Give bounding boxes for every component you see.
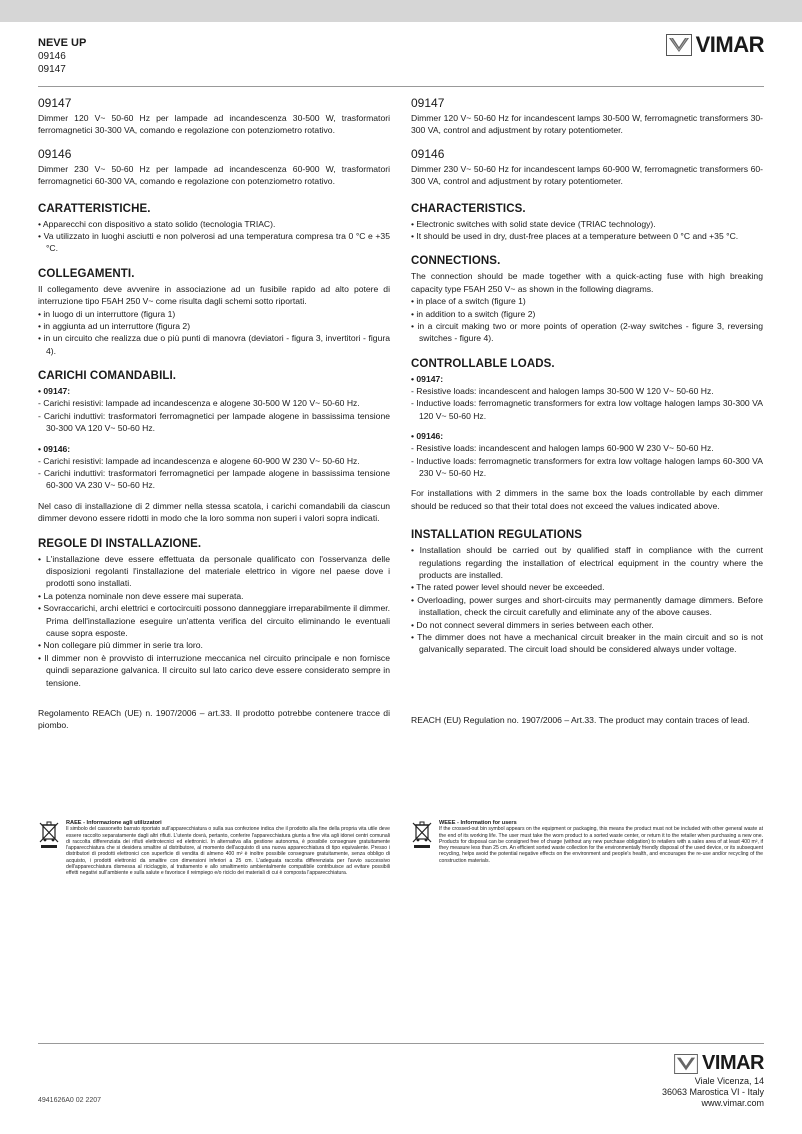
- english-column: [411, 96, 763, 726]
- list-item: • in aggiunta ad un interruttore (figura 2): [38, 321, 191, 332]
- section-title: CARICHI COMANDABILI.: [38, 370, 177, 383]
- crossed-bin-icon: [411, 820, 433, 864]
- list-item: • L'installazione deve essere effettuata da personale qualificato con l'osservanza delle disposizioni regolanti l'installazione del materiale elettrico in vigore nel paese dove i prodotti sono installati.: [38, 553, 390, 589]
- crossed-bin-icon: [38, 820, 60, 877]
- list-item: • in addition to a switch (figure 2): [411, 308, 536, 319]
- section-title: COLLEGAMENTI.: [38, 267, 135, 280]
- subsection-title: • 09146:: [38, 443, 71, 454]
- weee-notice-it: [38, 820, 390, 877]
- brand-logo: [666, 32, 764, 58]
- list-item: • The dimmer does not have a mechanical circuit breaker in the main circuit and so is not galvanically separated. The circuit load should be considered always under voltage.: [411, 631, 763, 655]
- footer-brand-logo: [674, 1052, 764, 1075]
- list-item: • Installation should be carried out by qualified staff in compliance with the current regulations regarding the installation of electrical equipment in the country where the products are installed.: [411, 545, 763, 580]
- document-reference: 4941626A0 02 2207: [38, 1097, 102, 1104]
- product-description: Dimmer 230 V~ 50-60 Hz for incandescent lamps 60-900 W, ferromagnetic transformers 60-300 VA, control and adjustment by rotary potentiometer.: [411, 163, 763, 187]
- product-description: Dimmer 230 V~ 50-60 Hz per lampade ad incandescenza 60-900 W, trasformatori ferromagnetici 60-300 VA, comando e regolazione con potenziometro rotativo.: [38, 163, 390, 187]
- list-item: - Inductive loads: ferromagnetic transformers for extra low voltage halogen lamps 30-300 VA 120 V~ 50-60 Hz.: [411, 398, 763, 421]
- subsection-title: • 09147:: [38, 386, 71, 397]
- vimar-logo-icon: [666, 34, 692, 56]
- paragraph: The connection should be made together with a quick-acting fuse with high breaking capacity type F5AH 250 V~ as shown in the following diagrams.: [411, 271, 763, 294]
- weee-body: Il simbolo del cassonetto barrato riportato sull'apparecchiatura o sulla sua confezione indica che il prodotto alla fine della propria vita utile deve essere raccolto separatamente dagli altri rifiuti. L'utente dovrà, pertanto, conferire l'apparecchiatura giunta a fine vita agli idonei centri comunali di raccolta differenziata dei rifiuti elettrotecnici ed elettronici. In alternativa alla gestione autonoma, è possibile consegnare gratuitamente l'apparecchiatura che si desidera smaltire al distributore, al momento dell'acquisto di una nuova apparecchiatura di tipo equivalente. Presso i distributori di prodotti elettronici con superficie di vendita di almeno 400 m² è inoltre possibile consegnare gratuitamente, senza obbligo di acquisto, i prodotti elettronici da smaltire con dimensioni inferiori a 25 cm. L'adeguata raccolta differenziata per l'avvio successivo dell'apparecchiatura dismessa al riciclaggio, al trattamento e allo smaltimento ambientalmente compatibile contribuisce ad evitare possibili effetti negativi sull'ambiente e sulla salute e favorisce il reimpiego e/o riciclo dei materiali di cui è composta l'apparecchiatura.: [66, 826, 390, 877]
- section-title: CONNECTIONS.: [411, 255, 501, 268]
- product-name: NEVE UP: [38, 37, 87, 49]
- product-code-heading: 09147: [411, 96, 445, 110]
- vimar-logo-icon: [674, 1054, 698, 1074]
- product-code-heading: 09146: [38, 146, 72, 161]
- subsection-title: • 09147:: [411, 373, 444, 384]
- section-title: INSTALLATION REGULATIONS: [411, 529, 583, 542]
- product-code-heading: 09147: [38, 96, 72, 110]
- section-title: REGOLE DI INSTALLAZIONE.: [38, 537, 202, 550]
- weee-title: RAEE - Informazione agli utilizzatori: [66, 820, 162, 826]
- brand-name: VIMAR: [702, 1052, 764, 1074]
- product-description: Dimmer 120 V~ 50-60 Hz per lampade ad incandescenza 30-500 W, trasformatori ferromagnetici 30-300 VA, comando e regolazione con potenziometro rotativo.: [38, 113, 390, 136]
- footer-divider: [38, 1043, 764, 1044]
- section-title: CHARACTERISTICS.: [411, 202, 526, 215]
- paragraph: For installations with 2 dimmers in the same box the loads controllable by each dimmer should be reduced so that their total does not exceed the values indicated above.: [411, 488, 763, 511]
- top-bar: [0, 0, 802, 22]
- list-item: - Carichi resistivi: lampade ad incandescenza e alogene 30-500 W 120 V~ 50-60 Hz.: [38, 398, 360, 409]
- list-item: • in un circuito che realizza due o più punti di manovra (deviatori - figura 3, invertitori - figura 4).: [38, 333, 390, 356]
- list-item: • Non collegare più dimmer in serie tra loro.: [38, 640, 203, 651]
- list-item: • in a circuit making two or more points of operation (2-way switches - figure 3, reversing switches - figure 4).: [411, 321, 763, 344]
- list-item: • in place of a switch (figure 1): [411, 296, 526, 307]
- company-address: [662, 1076, 764, 1109]
- list-item: • The rated power level should never be exceeded.: [411, 582, 605, 593]
- paragraph: Il collegamento deve avvenire in associazione ad un fusibile rapido ad alto potere di interruzione tipo F5AH 250 V~ come risulta dagli schemi sotto riportati.: [38, 283, 390, 307]
- list-item: • Overloading, power surges and short-circuits may permanently damage dimmers. Before installation, check the circuit carefully and eliminate any of the above causes.: [411, 594, 763, 618]
- section-title: CONTROLLABLE LOADS.: [411, 357, 555, 370]
- weee-notice-en: [411, 820, 763, 864]
- document-header: [38, 32, 764, 76]
- list-item: • Electronic switches with solid state device (TRIAC technology).: [411, 218, 656, 229]
- list-item: - Inductive loads: ferromagnetic transformers for extra low voltage halogen lamps 60-300 VA 230 V~ 50-60 Hz.: [411, 455, 763, 478]
- list-item: - Carichi resistivi: lampade ad incandescenza e alogene 60-900 W 230 V~ 50-60 Hz.: [38, 455, 360, 466]
- section-title: CARATTERISTICHE.: [38, 202, 151, 215]
- reach-notice: REACH (EU) Regulation no. 1907/2006 – Art.33. The product may contain traces of lead.: [411, 714, 750, 725]
- italian-column: [38, 96, 390, 732]
- brand-name: VIMAR: [695, 32, 764, 57]
- list-item: • Va utilizzato in luoghi asciutti e non polverosi ad una temperatura compresa tra 0 °C e +35 °C.: [38, 231, 390, 254]
- list-item: - Carichi induttivi: trasformatori ferromagnetici per lampade alogene in bassissima tensione 30-300 VA 120 V~ 50-60 Hz.: [38, 410, 390, 434]
- list-item: • Sovraccarichi, archi elettrici e cortocircuiti possono danneggiare irreparabilmente il dimmer. Prima dell'installazione eseguire un'attenta verifica del circuito eliminando le eventuali cause sopra esposte.: [38, 603, 390, 638]
- reach-notice: Regolamento REACh (UE) n. 1907/2006 – art.33. Il prodotto potrebbe contenere tracce di piombo.: [38, 708, 390, 731]
- product-code: 09147: [38, 64, 66, 75]
- list-item: - Resistive loads: incandescent and halogen lamps 30-500 W 120 V~ 50-60 Hz.: [411, 385, 714, 396]
- list-item: • It should be used in dry, dust-free places at a temperature between 0 °C and +35 °C.: [411, 231, 739, 242]
- list-item: • in luogo di un interruttore (figura 1): [38, 308, 176, 319]
- header-divider: [38, 86, 764, 87]
- weee-body: If the crossed-out bin symbol appears on the equipment or packaging, this means the product must not be included with other general waste at the end of its working life. The user must take the worn product to a sorted waste center, or return it to the retailer when purchasing a new one. Products for disposal can be consigned free of charge (without any new purchase obligation) to retailers with a sales area of at least 400 m², if they measure less than 25 cm. An efficient sorted waste collection for the environmentally friendly disposal of the used device, or its subsequent recycling, helps avoid the potential negative effects on the environment and people's health, and encourages the re-use and/or recycling of the construction materials.: [439, 826, 763, 864]
- paragraph: Nel caso di installazione di 2 dimmer nella stessa scatola, i carichi comandabili da ciascun dimmer devono essere ridotti in modo che la loro somma non superi i valori sopra indicati.: [38, 500, 390, 524]
- list-item: - Carichi induttivi: trasformatori ferromagnetici per lampade alogene in bassissima tensione 60-300 VA 230 V~ 50-60 Hz.: [38, 467, 390, 491]
- product-code: 09146: [38, 51, 66, 62]
- list-item: • Il dimmer non è provvisto di interruzione meccanica nel circuito principale e non fornisce quindi separazione galvanica. Il circuito sul lato carico deve essere considerato sempre in tensione.: [38, 652, 390, 688]
- product-code-heading: 09146: [411, 146, 445, 161]
- weee-title: WEEE - Information for users: [439, 820, 517, 826]
- list-item: • La potenza nominale non deve essere mai superata.: [38, 590, 244, 601]
- list-item: • Do not connect several dimmers in series between each other.: [411, 619, 654, 630]
- product-description: Dimmer 120 V~ 50-60 Hz for incandescent lamps 30-500 W, ferromagnetic transformers 30-300 VA, control and adjustment by rotary potentiometer.: [411, 113, 763, 136]
- address-line: Viale Vicenza, 14: [694, 1076, 764, 1086]
- website-link[interactable]: www.vimar.com: [701, 1098, 764, 1108]
- list-item: • Apparecchi con dispositivo a stato solido (tecnologia TRIAC).: [38, 218, 276, 229]
- address-line: 36063 Marostica VI - Italy: [661, 1087, 764, 1097]
- list-item: - Resistive loads: incandescent and halogen lamps 60-900 W 230 V~ 50-60 Hz.: [411, 443, 714, 454]
- subsection-title: • 09146:: [411, 431, 444, 442]
